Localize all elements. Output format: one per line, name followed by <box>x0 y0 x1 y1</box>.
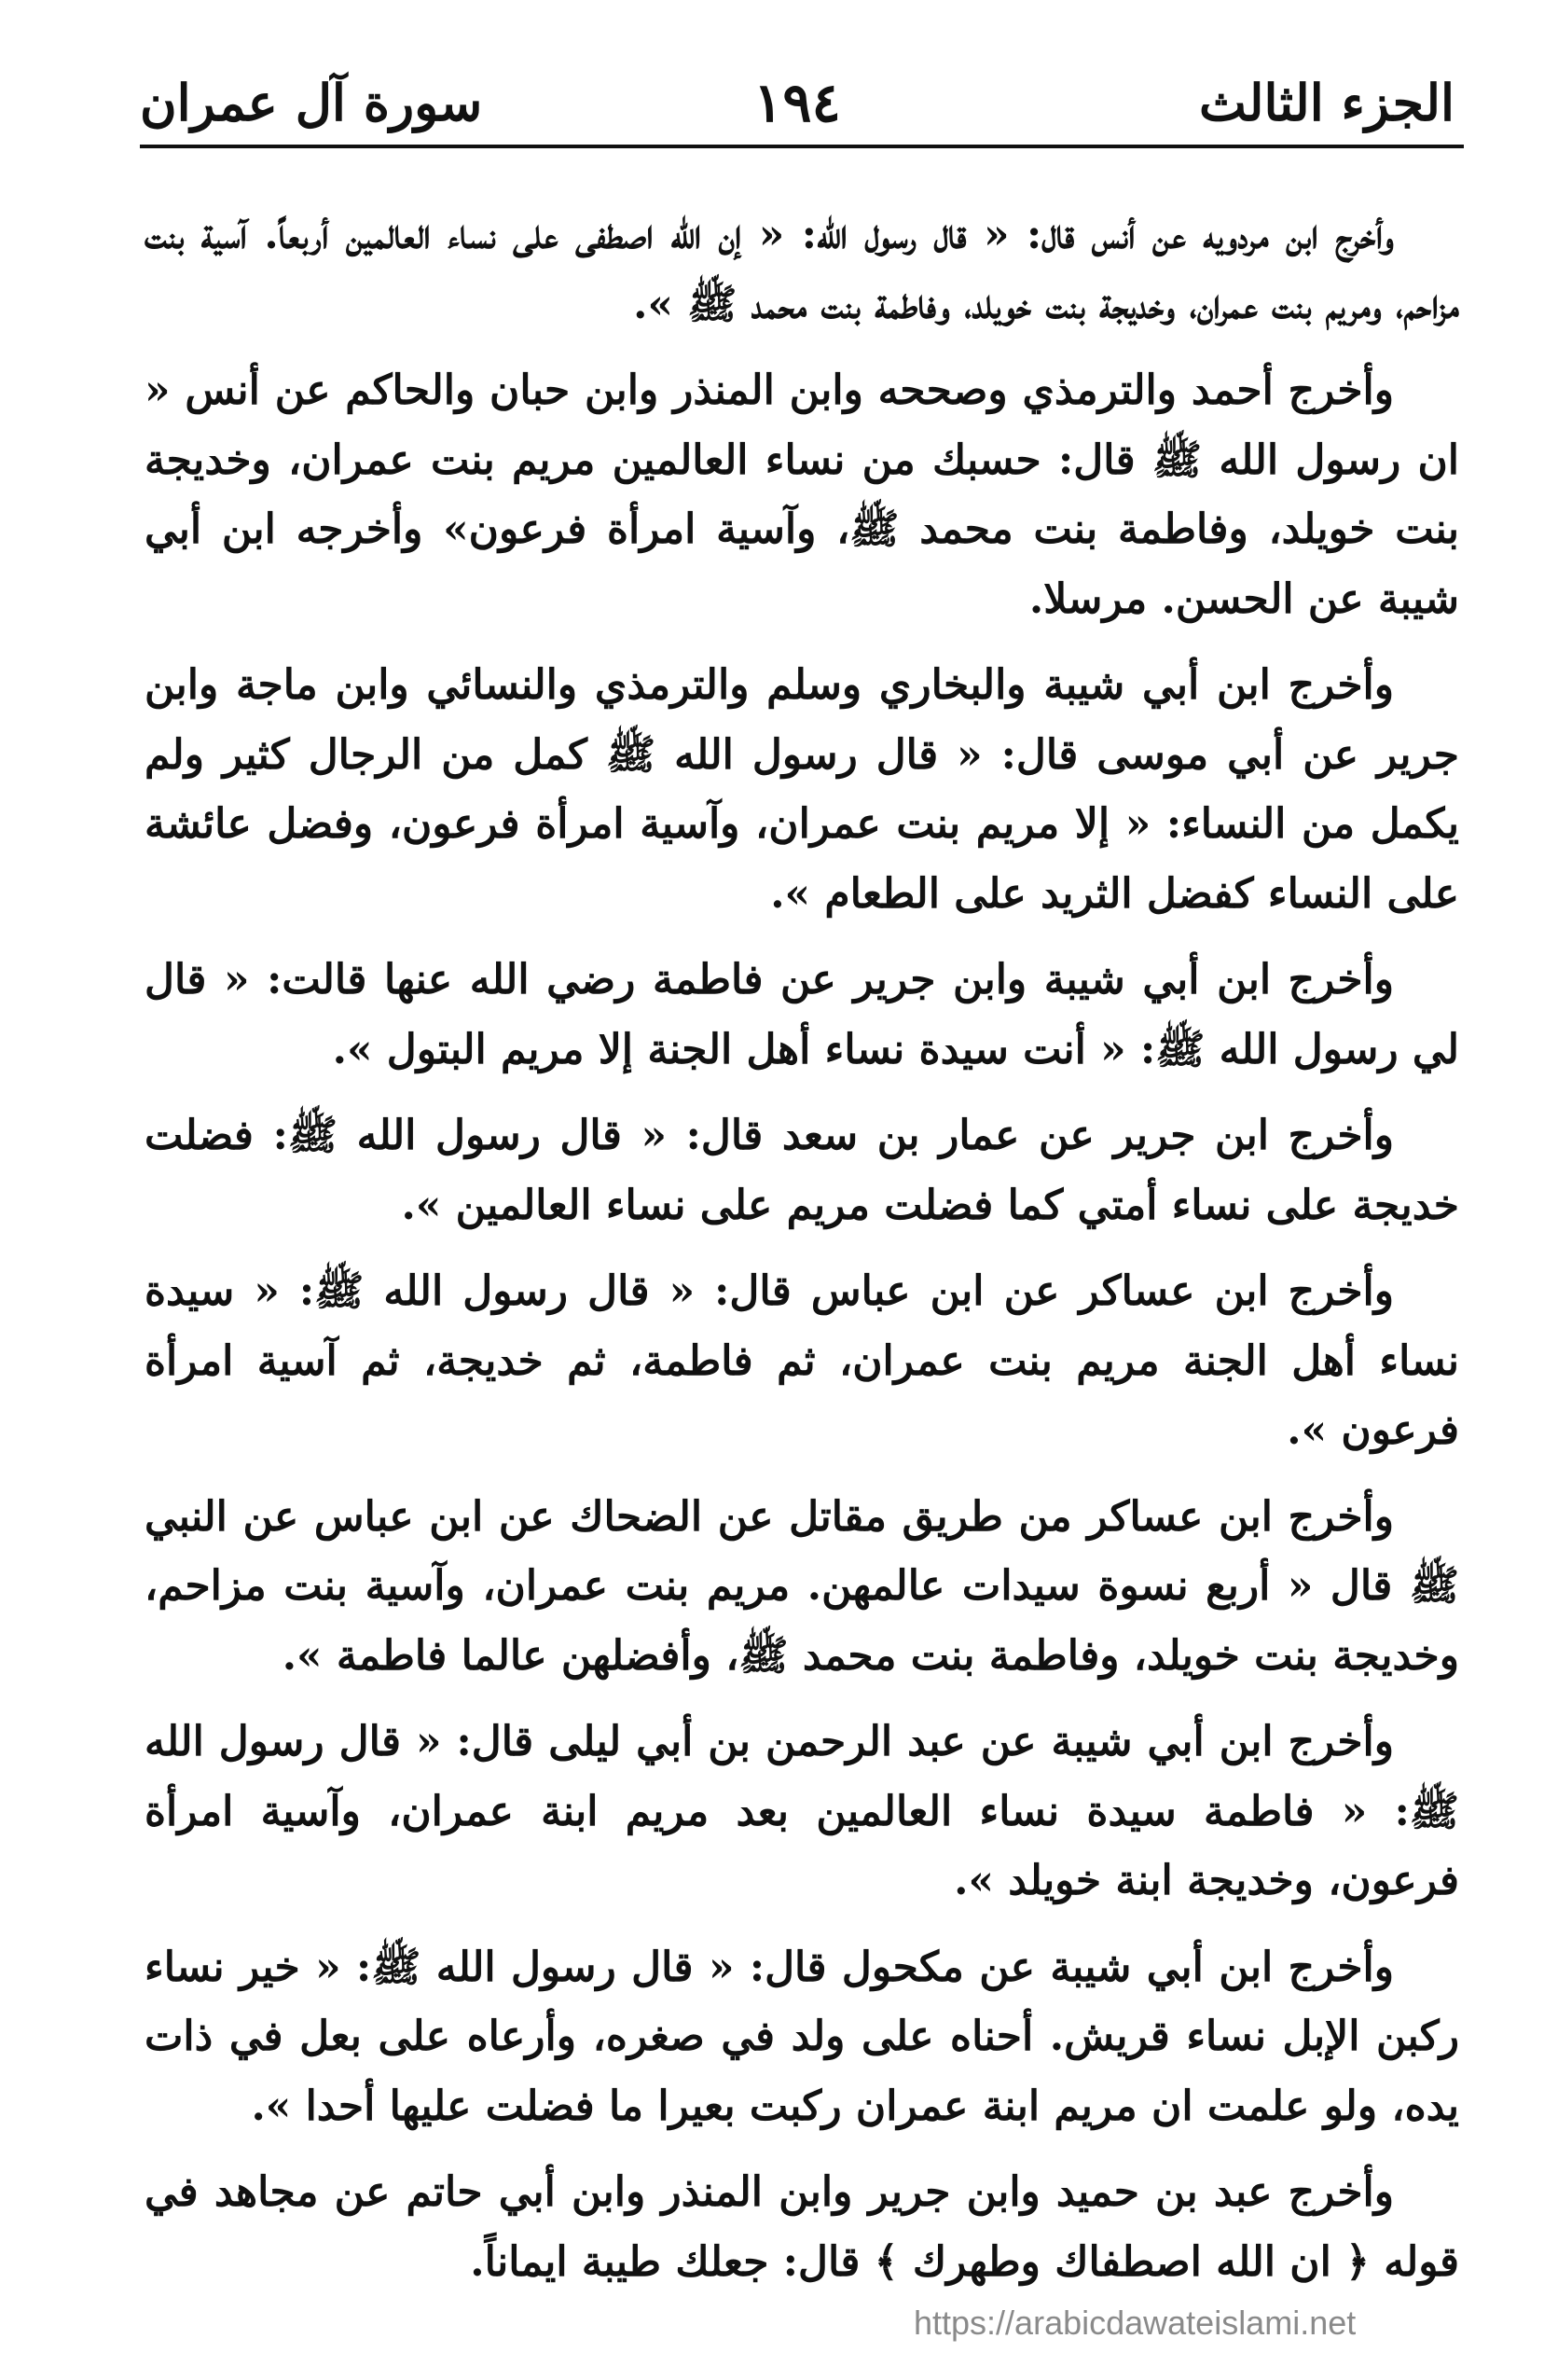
page-header <box>140 65 1454 140</box>
paragraph: وأخرج ابن جرير عن عمار بن سعد قال: « قال رسول الله ﷺ: فضلت خديجة على نساء أمتي كما فضلت مريم على نساء العالمين ». <box>145 1112 1459 1229</box>
paragraph: وأخرج ابن أبي شيبة والبخاري وسلم والترمذي والنسائي وابن ماجة وابن جرير عن أبي موسى قال: « قال رسول الله ﷺ كمل من الرجال كثير ولم يكمل من النساء: « إلا مريم بنت عمران، وآسية امرأة فرعون، وفضل عائشة على النساء كفضل الثريد على الطعام ». <box>145 661 1459 918</box>
page-body <box>145 201 1459 2297</box>
paragraph: وأخرج ابن أبي شيبة عن مكحول قال: « قال رسول الله ﷺ: « خير نساء ركبن الإبل نساء قريش. أحناه على ولد في صغره، وأرعاه على بعل في ذات يده، ولو علمت ان مريم ابنة عمران ركبت بعيرا ما فضلت عليها أحدا ». <box>145 1943 1459 2130</box>
paragraph: وأخرج ابن مردويه عن أنس قال: « قال رسول الله: « إن الله اصطفى على نساء العالمين أربعاً. آسية بنت مزاحم، ومريم بنت عمران، وخديجة بنت خويلد، وفاطمة بنت محمد ﷺ ». <box>145 211 1459 328</box>
header-divider <box>140 145 1464 148</box>
surah-title: سورة آل عمران <box>140 73 483 132</box>
paragraph: وأخرج أحمد والترمذي وصححه وابن المنذر وابن حبان والحاكم عن أنس « ان رسول الله ﷺ قال: حسبك من نساء العالمين مريم بنت عمران، وخديجة بنت خويلد، وفاطمة بنت محمد ﷺ، وآسية امرأة فرعون» وأخرجه ابن أبي شيبة عن الحسن. مرسلا. <box>145 367 1459 623</box>
paragraph: وأخرج ابن أبي شيبة عن عبد الرحمن بن أبي ليلى قال: « قال رسول الله ﷺ: « فاطمة سيدة نساء العالمين بعد مريم ابنة عمران، وآسية امرأة فرعون، وخديجة ابنة خويلد ». <box>145 1718 1459 1904</box>
volume-title: الجزء الثالث <box>1199 73 1454 132</box>
paragraph: وأخرج ابن أبي شيبة وابن جرير عن فاطمة رضي الله عنها قالت: « قال لي رسول الله ﷺ: « أنت سيدة نساء أهل الجنة إلا مريم البتول ». <box>145 956 1459 1073</box>
paragraph: وأخرج ابن عساكر من طريق مقاتل عن الضحاك عن ابن عباس عن النبي ﷺ قال « أربع نسوة سيدات عالمهن. مريم بنت عمران، وآسية بنت مزاحم، وخديجة بنت خويلد، وفاطمة بنت محمد ﷺ، وأفضلهن عالما فاطمة ». <box>145 1492 1459 1680</box>
page-number: ١٩٤ <box>753 71 841 134</box>
paragraph: وأخرج عبد بن حميد وابن جرير وابن المنذر وابن أبي حاتم عن مجاهد في قوله ﴿ ان الله اصطفاك وطهرك ﴾ قال: جعلك طيبة ايماناً. <box>145 2168 1459 2286</box>
watermark-url: https://arabicdawateislami.net <box>914 2304 1357 2342</box>
paragraph: وأخرج ابن عساكر عن ابن عباس قال: « قال رسول الله ﷺ: « سيدة نساء أهل الجنة مريم بنت عمران، ثم فاطمة، ثم خديجة، ثم آسية امرأة فرعون ». <box>145 1267 1459 1454</box>
